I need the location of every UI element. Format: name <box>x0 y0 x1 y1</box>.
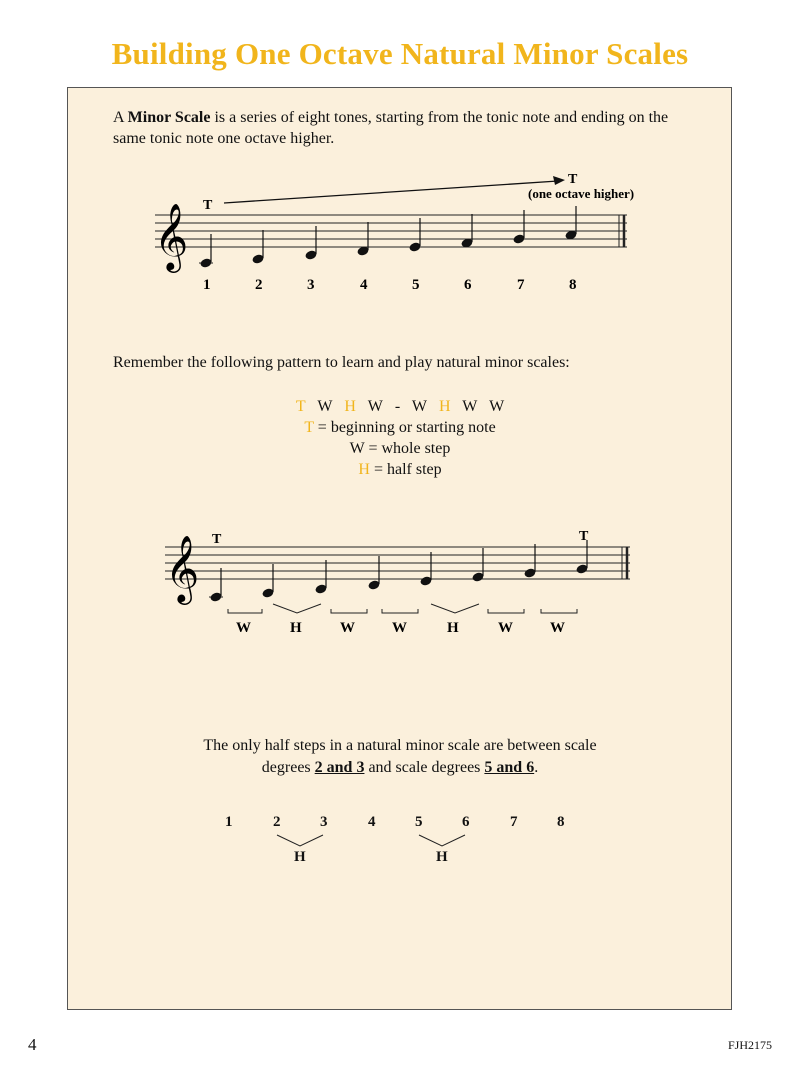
whole-step-bracket <box>382 609 418 613</box>
legend-t-text: = beginning or starting note <box>313 419 496 436</box>
seq-item: W <box>367 398 383 415</box>
degree-number: 8 <box>569 277 577 293</box>
note-1 <box>209 568 223 603</box>
legend-h-key: H <box>358 461 370 478</box>
staff-lines <box>165 547 630 579</box>
step-label: W <box>236 620 251 636</box>
degree-number: 3 <box>307 277 315 293</box>
degree-number: 6 <box>464 277 472 293</box>
note-2 <box>261 564 274 599</box>
degree-number: 2 <box>255 277 263 293</box>
legend-t-key: T <box>304 419 314 436</box>
catalog-code: FJH2175 <box>727 1038 772 1052</box>
degree-number: 5 <box>415 814 423 830</box>
degree-number: 7 <box>517 277 525 293</box>
degree-numbers <box>203 277 577 293</box>
seq-item: W <box>462 398 478 415</box>
note-7 <box>523 544 536 579</box>
halfstep-pair-1: 2 and 3 <box>314 759 365 776</box>
whole-step-bracket <box>541 609 577 613</box>
note-4 <box>367 556 380 591</box>
arrowhead-icon <box>553 176 565 185</box>
degree-number: 4 <box>360 277 368 293</box>
whole-step-bracket <box>488 609 524 613</box>
degree-number: 6 <box>462 814 470 830</box>
intro-term: Minor Scale <box>127 109 211 126</box>
half-step-bracket <box>273 604 321 613</box>
half-step-bracket <box>419 835 465 846</box>
intro-text: is a series of eight tones, starting from the tonic note and ending on the same tonic note one octave higher. <box>113 109 669 147</box>
page-title: Building One Octave Natural Minor Scales <box>111 36 689 71</box>
legend-t <box>0 417 800 438</box>
degree-number: 7 <box>510 814 518 830</box>
step-label: W <box>550 620 565 636</box>
degree-number: 2 <box>273 814 281 830</box>
treble-clef-icon: 𝄞 <box>154 202 189 270</box>
degree-number: 8 <box>557 814 565 830</box>
degree-number: 4 <box>368 814 376 830</box>
scale-staff-1 <box>150 165 650 295</box>
treble-clef-icon: 𝄞 <box>165 534 200 602</box>
line2-suffix: . <box>534 759 539 776</box>
note-5 <box>419 552 432 587</box>
staff-lines <box>155 215 627 247</box>
legend-w: W = whole step <box>349 440 451 457</box>
halfstep-brackets <box>270 830 480 850</box>
halfstep-label: H <box>294 849 306 865</box>
whole-step-bracket <box>331 609 367 613</box>
degree-number: 1 <box>203 277 211 293</box>
page-number: 4 <box>28 1035 37 1054</box>
step-label: H <box>447 620 459 636</box>
line2-prefix: degrees <box>261 759 315 776</box>
halfstep-line-1: The only half steps in a natural minor scale are between scale <box>203 737 597 754</box>
seq-item: H <box>438 398 451 415</box>
step-label: W <box>392 620 407 636</box>
note-8 <box>575 540 588 575</box>
step-label: W <box>498 620 513 636</box>
pattern-sequence <box>0 396 800 417</box>
half-step-bracket <box>431 604 479 613</box>
halfstep-label: H <box>436 849 448 865</box>
whole-step-bracket <box>228 609 262 613</box>
step-brackets <box>228 604 577 613</box>
seq-item: W <box>317 398 333 415</box>
seq-item: H <box>344 398 356 415</box>
degree-number: 1 <box>225 814 233 830</box>
seq-item: W <box>411 398 427 415</box>
halfstep-line-2 <box>0 757 800 778</box>
octave-tonic-label: T <box>568 172 578 187</box>
seq-item: - <box>394 398 401 415</box>
legend-h-text: = half step <box>369 461 442 478</box>
octave-note: (one octave higher) <box>528 186 635 201</box>
pattern-intro: Remember the following pattern to learn and play natural minor scales: <box>113 354 570 371</box>
step-labels <box>236 620 565 636</box>
step-label: W <box>340 620 355 636</box>
tonic-label-end: T <box>579 529 589 544</box>
intro-paragraph <box>113 107 673 149</box>
degree-number: 5 <box>412 277 420 293</box>
note-3 <box>314 560 327 595</box>
seq-item: T <box>295 398 306 415</box>
degree-number: 3 <box>320 814 328 830</box>
half-step-bracket <box>277 835 323 846</box>
seq-item: W <box>489 398 505 415</box>
line2-mid: and scale degrees <box>364 759 485 776</box>
halfstep-pair-2: 5 and 6 <box>484 759 535 776</box>
tonic-label-start: T <box>212 532 222 547</box>
step-label: H <box>290 620 302 636</box>
octave-arrow-line <box>224 181 558 203</box>
intro-prefix: A <box>113 109 128 126</box>
tonic-label: T <box>203 198 213 213</box>
legend-h <box>0 459 800 480</box>
scale-staff-2 <box>160 525 640 640</box>
note-6 <box>471 548 484 583</box>
